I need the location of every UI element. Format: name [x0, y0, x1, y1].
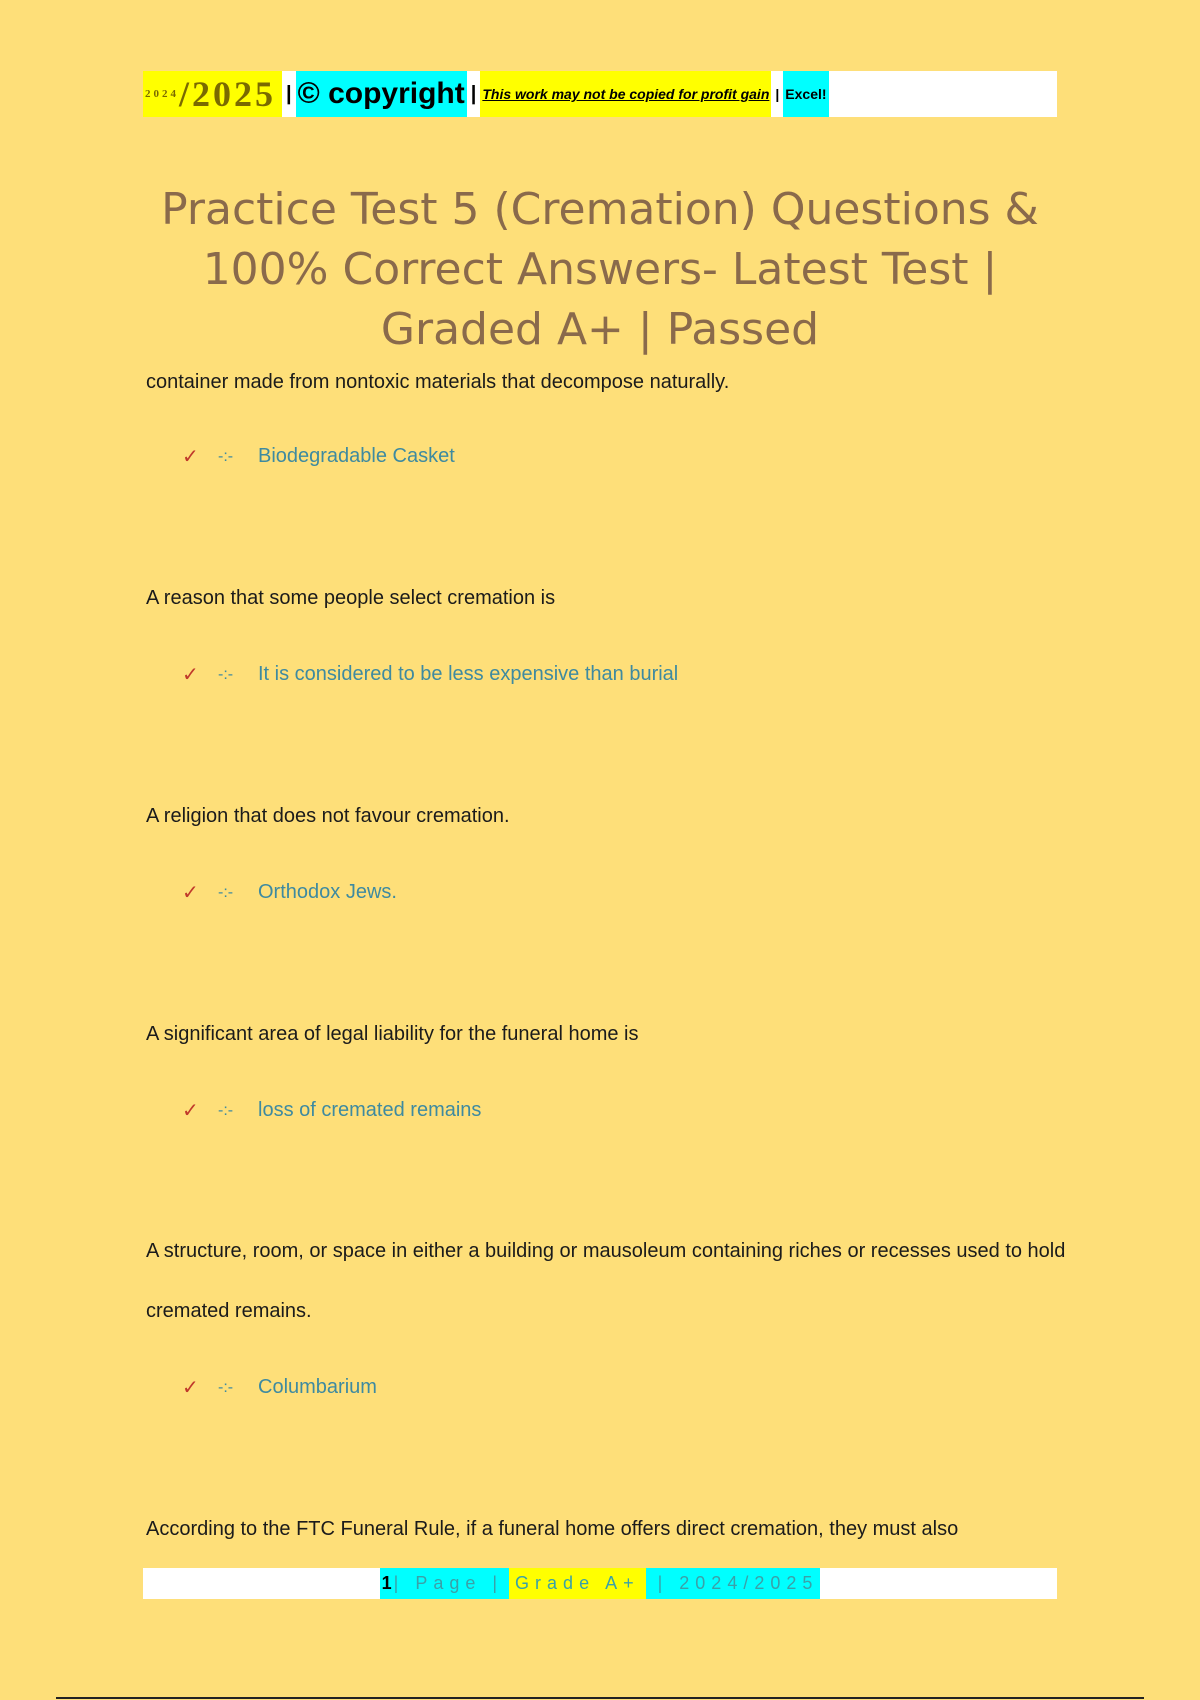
- footer-bar: [143, 1568, 1057, 1599]
- answer-marker: -:-: [218, 1378, 234, 1396]
- header-notice: This work may not be copied for profit gain: [480, 71, 771, 117]
- page-divider: [56, 1697, 1144, 1699]
- question-text: According to the FTC Funeral Rule, if a funeral home offers direct cremation, they must also: [146, 1518, 959, 1540]
- header-excel: Excel!: [783, 71, 828, 117]
- question-text: A religion that does not favour cremation.: [146, 805, 510, 827]
- checkmark-icon: ✓: [182, 882, 199, 904]
- header-year-prefix: 2024: [145, 88, 179, 100]
- header-separator: |: [282, 71, 296, 117]
- question-text: A significant area of legal liability for the funeral home is: [146, 1023, 639, 1045]
- answer-text: loss of cremated remains: [258, 1099, 482, 1121]
- answer-marker: -:-: [218, 665, 234, 683]
- checkmark-icon: ✓: [182, 446, 199, 468]
- answer-item: [182, 1098, 481, 1123]
- footer-year: | 2024/2025: [646, 1568, 821, 1599]
- checkmark-icon: ✓: [182, 664, 199, 686]
- answer-item: [182, 444, 455, 469]
- question-text: A structure, room, or space in either a building or mausoleum containing riches or recesses used to hold cremated remains.: [146, 1240, 1066, 1322]
- question-text: A reason that some people select cremation is: [146, 587, 556, 609]
- header-separator: |: [467, 71, 481, 117]
- checkmark-icon: ✓: [182, 1377, 199, 1399]
- header-year-main: /2025: [179, 74, 277, 114]
- page-label: | Page |: [394, 1568, 509, 1599]
- grade-label: Grade A+: [509, 1568, 646, 1599]
- answer-text: Orthodox Jews.: [258, 881, 397, 903]
- question-text: container made from nontoxic materials that decompose naturally.: [146, 371, 730, 393]
- answer-marker: -:-: [218, 883, 234, 901]
- answer-text: It is considered to be less expensive than burial: [258, 663, 679, 685]
- header-separator: |: [771, 71, 783, 117]
- checkmark-icon: ✓: [182, 1100, 199, 1122]
- header-bar: [143, 71, 1057, 117]
- answer-text: Biodegradable Casket: [258, 445, 455, 467]
- page-title: Practice Test 5 (Cremation) Questions & 100% Correct Answers- Latest Test | Graded A+ | Passed: [161, 184, 1039, 355]
- page-number: 1: [380, 1568, 394, 1599]
- answer-marker: -:-: [218, 1101, 234, 1119]
- answer-item: [182, 1375, 377, 1400]
- header-year: [143, 71, 282, 117]
- answer-item: [182, 880, 397, 905]
- answer-text: Columbarium: [258, 1376, 377, 1398]
- header-copyright: © copyright: [296, 71, 467, 117]
- answer-marker: -:-: [218, 447, 234, 465]
- answer-item: [182, 662, 678, 687]
